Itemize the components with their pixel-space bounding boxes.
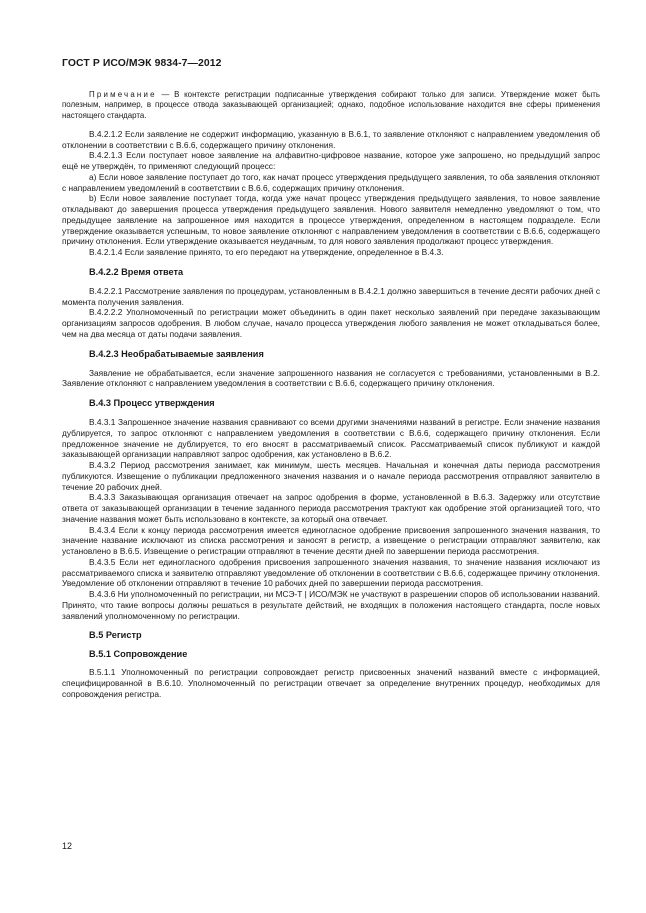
paragraph-b436: В.4.3.6 Ни уполномоченный по регистрации, ни МСЭ-Т | ИСО/МЭК не участвуют в разрешении споров об использовании названий. Принято, что такие вопросы должны решаться в результате действий, не входящих в положения настоящего стандарта, после новых заявлений уполномоченному по регистрации. [62,589,600,621]
heading-register: В.5 Регистр [89,630,142,641]
paragraph-b42221: В.4.2.2.1 Рассмотрение заявления по процедурам, установленным в В.4.2.1 должно завершиться в течение десяти рабочих дней с момента получения заявления. [62,285,600,307]
document-body [62,90,600,700]
heading-unprocessed: В.4.2.3 Необрабатываемые заявления [89,348,264,359]
paragraph-b511: В.5.1.1 Уполномоченный по регистрации сопровождает регистр присвоенных значений названий вместе с информацией, специфицированной в В.6.10. Уполномоченный по регистрации отвечает за определение внутренних процедур, необходимых для сопровождения регистра. [62,667,600,699]
document-header: ГОСТ Р ИСО/МЭК 9834-7—2012 [62,58,222,69]
paragraph-unprocessed: Заявление не обрабатывается, если значение запрошенного названия не согласуется с требованиями, установленными в В.2. Заявление отклоняют с направлением уведомления в соответствии с В.6.6, содержащего причину отклонения. [62,367,600,389]
heading-approval-process: В.4.3 Процесс утверждения [89,398,215,409]
note-text: — В контексте регистрации подписанные утверждения собирают только для записи. Утверждение может быть полезным, например, в процессе отвода заказывающей организацией; однако, подобное использование находится вне сферы применения настоящего стандарта. [62,90,600,120]
note-paragraph [62,90,600,121]
paragraph-b42222: В.4.2.2.2 Уполномоченный по регистрации может объединить в один пакет несколько заявлений при передаче заказывающим организациям запросов одобрения. В любом случае, начало процесса утверждения любого заявления не может откладываться более, чем на два месяца от даты подачи заявления. [62,307,600,339]
paragraph-b4212: В.4.2.1.2 Если заявление не содержит информацию, указанную в В.6.1, то заявление отклоняют с направлением уведомления об отклонении в соответствии с В.6.6, содержащего причину отклонения. [62,128,600,150]
heading-response-time: В.4.2.2 Время ответа [89,266,184,277]
paragraph-item-b: b) Если новое заявление поступает тогда, когда уже начат процесс утверждения предыдущего заявления, то новое заявление откладывают до завершения процесса утверждения предыдущего заявления. Нового заявителя немедленно уведомляют о том, что предыдущее заявление на запрошенное имя находится в процессе утверждения, определенном в настоящем подразделе. Если утверждение оказывается успешным, то новое заявление отклоняют с направлением уведомления в соответствии с В.6.6, содержащего причину отклонения. Если утверждение оказывается неудачным, то для нового заявления продолжают процесс утверждения. [62,193,600,247]
paragraph-b4214: В.4.2.1.4 Если заявление принято, то его передают на утверждение, определенное в В.4.3. [89,247,444,258]
paragraph-item-a: а) Если новое заявление поступает до того, как начат процесс утверждения предыдущего заявления, то оба заявления отклоняют с направлением уведомлений в соответствии с В.6.6, содержащих причину отклонения. [62,171,600,193]
note-label: Примечание [89,90,157,99]
paragraph-b432: В.4.3.2 Период рассмотрения занимает, как минимум, шесть месяцев. Начальная и конечная даты периода рассмотрения публикуются. Извещение о публикации предложенного значения названия и о начале периода рассмотрения отправляют заявителю в течение 20 рабочих дней. [62,460,600,492]
paragraph-b435: В.4.3.5 Если нет единогласного одобрения присвоения запрошенного значения названия, то значение названия исключают из рассматриваемого списка и заявителю отправляют уведомление об отклонении в соответствии с В.6.6, содержащее причину отклонения. Уведомление об отклонении отправляют в течение 10 рабочих дней по завершении периода рассмотрения. [62,556,600,589]
heading-maintenance: В.5.1 Сопровождение [89,649,188,660]
paragraph-b434: В.4.3.4 Если к концу периода рассмотрения имеется единогласное одобрение присвоения запрошенного значения названия, то значение название исключают из списка рассмотрения и заносят в регистр, а извещение о регистрации отправляют заявителю, как установлено в В.6.5. Извещение о регистрации отправляют в течение десяти дней по завершении периода рассмотрения. [62,524,600,557]
page-number: 12 [62,841,73,851]
paragraph-b4213: В.4.2.1.3 Если поступает новое заявление на алфавитно-цифровое название, которое уже запрошено, но предыдущий запрос ещё не утверждён, то применяют следующий процесс: [62,150,600,172]
paragraph-b433: В.4.3.3 Заказывающая организация отвечает на запрос одобрения в форме, установленной в В.6.3. Задержку или отсутствие ответа от заказывающей организации в течение заданного периода рассмотрения трактуют как одобрение этой организацией того, что значение названия может быть использовано в контексте, за который она отвечает. [62,492,600,524]
paragraph-b431: В.4.3.1 Запрошенное значение названия сравнивают со всеми другими значениями названий в регистре. Если значение названия дублируется, то запрос отклоняют с направлением уведомления в соответствии с В.6.6, содержащего причину отклонения. Если предложенное значение не дублируется, то его вносят в рассматриваемый список. Рассматриваемый список публикуют и каждой заказывающей организации направляют запрос одобрения, как установлено в В.6.2. [62,417,600,460]
